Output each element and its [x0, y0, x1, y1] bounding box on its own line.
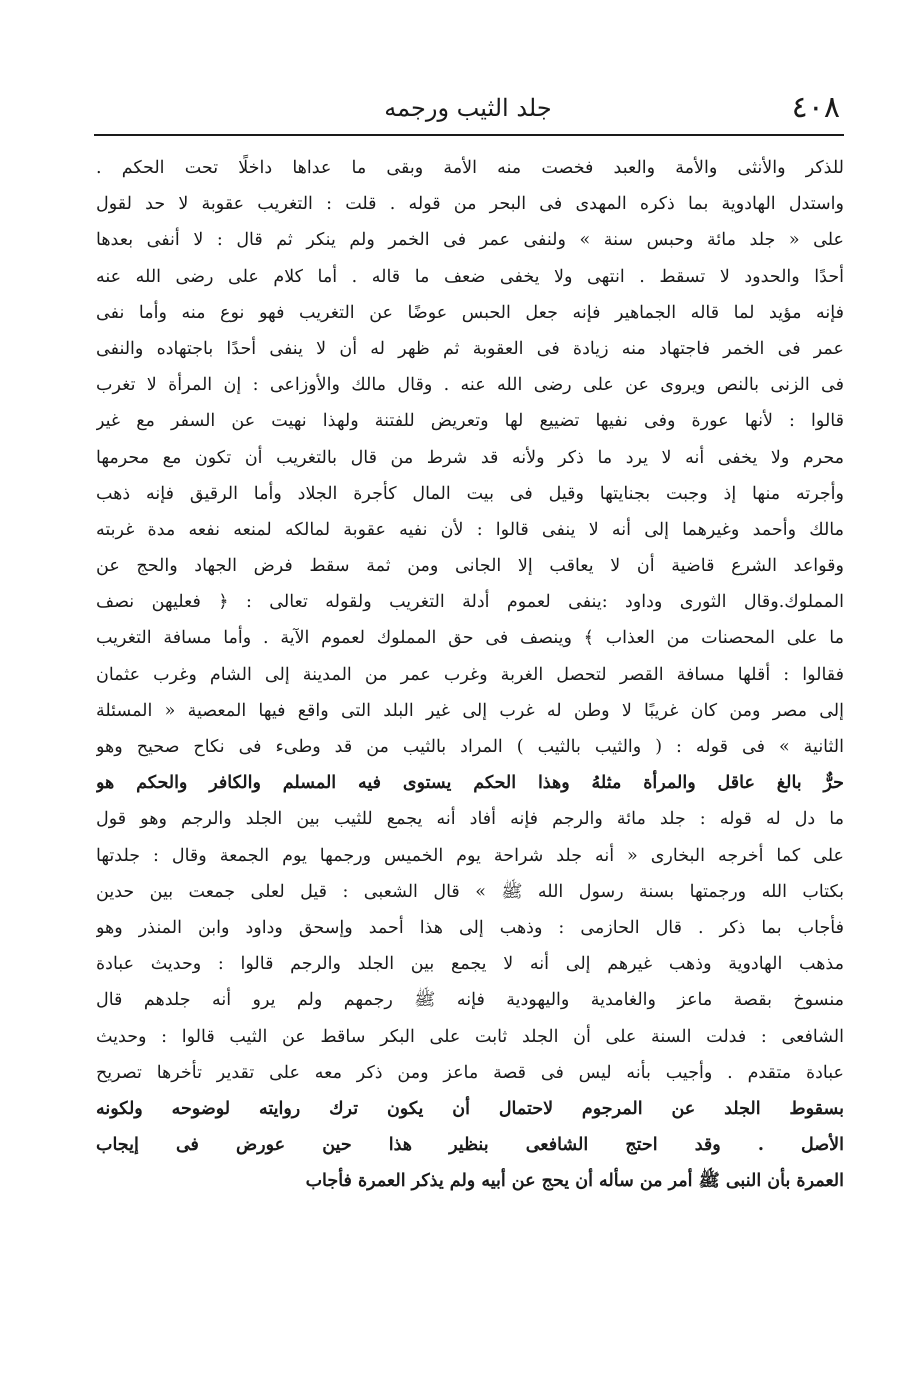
text-line: إلى مصر ومن كان غريبًا لا وطن له غرب إلى غير البلد التى واقع فيها المعصية « المسئلة: [96, 700, 844, 721]
text-line: فإنه مؤيد لما قاله الجماهير فإنه جعل الحبس عوضًا عن التغريب فهو نوع منه وأما نفى: [96, 302, 844, 323]
text-line: الثانية » فى قوله : ( والثيب بالثيب ) المراد بالثيب من قد وطىء فى نكاح صحيح وهو: [96, 737, 844, 757]
text-line: منسوخ بقصة ماعز والغامدية واليهودية فإنه ﷺ رجمهم ولم يرو أنه جلدهم قال: [96, 990, 844, 1011]
text-line: فقالوا : أقلها مسافة القصر لتحصل الغربة وغرب عمر من المدينة إلى الشام وغرب عثمان: [96, 664, 844, 685]
text-line: بسقوط الجلد عن المرجوم لاحتمال أن يكون ترك روايته لوضوحه ولكونه: [96, 1098, 844, 1119]
text-line: للذكر والأنثى والأمة والعبد فخصت منه الأمة وبقى ما عداها داخلًا تحت الحكم .: [96, 158, 844, 178]
page-header: [96, 88, 840, 130]
text-line: الشافعى : فدلت السنة على أن الجلد ثابت على البكر ساقط عن الثيب قالوا : وحديث: [96, 1026, 844, 1047]
text-line: المملوك.وقال الثورى وداود :ينفى لعموم أدلة التغريب ولقوله تعالى : ﴿ فعليهن نصف: [96, 592, 844, 613]
body-text: [96, 150, 844, 1199]
text-line: بكتاب الله ورجمتها بسنة رسول الله ﷺ » قال الشعبى : قيل لعلى جمعت بين حدين: [96, 881, 844, 902]
text-line: قالوا : لأنها عورة وفى نفيها تضييع لها وتعريض للفتنة ولهذا نهيت عن السفر مع غير: [96, 411, 844, 432]
text-line: مالك وأحمد وغيرهما إلى أنه لا ينفى قالوا : لأن نفيه عقوبة لمالكه لمنعه نفعه مدة غربته: [96, 519, 844, 540]
text-line: عمر فى الخمر فاجتهاد منه زيادة فى العقوبة ثم ظهر له أن لا ينفى أحدًا باجتهاده والنفى: [96, 338, 844, 359]
text-line: الأصل . وقد احتج الشافعى بنظير هذا حين عورض فى إيجاب: [96, 1135, 844, 1156]
text-line: العمرة بأن النبى ﷺ أمر من سأله أن يحج عن أبيه ولم يذكر العمرة فأجاب: [305, 1171, 844, 1192]
text-line: عبادة متقدم . وأجيب بأنه ليس فى قصة ماعز ومن ذكر معه على تقدير تأخرها تصريح: [96, 1062, 844, 1083]
text-line: ما على المحصنات من العذاب ﴾ وينصف فى حق المملوك لعموم الآية . وأما مسافة التغريب: [96, 628, 844, 649]
text-line: مذهب الهادوية وذهب غيرهم إلى أنه لا يجمع بين الجلد والرجم قالوا : وحديث عبادة: [96, 954, 844, 975]
text-line: واستدل الهادوية بما ذكره المهدى فى البحر من قوله . قلت : التغريب عقوبة لا حد لقول: [96, 194, 844, 215]
text-line: على كما أخرجه البخارى « أنه جلد شراحة يوم الخميس ورجمها يوم الجمعة وقال : جلدتها: [96, 845, 844, 866]
text-line: حرٌّ بالغ عاقل والمرأة مثلهُ وهذا الحكم يستوى فيه المسلم والكافر والحكم هو: [96, 773, 844, 794]
page-number: ٤٠٨: [791, 90, 840, 125]
text-line: أحدًا والحدود لا تسقط . انتهى ولا يخفى ضعف ما قاله . أما كلام على رضى الله عنه: [96, 266, 844, 287]
text-line: محرم ولا يخفى أنه لا يرد ما ذكر ولأنه قد شرط من قال بالتغريب أن تكون مع محرمها: [96, 447, 844, 468]
header-rule: [94, 134, 844, 136]
text-line: وأجرته منها إذ وجبت بجنايتها وقيل فى بيت المال كأجرة الجلاد وأما الرقيق فإنه ذهب: [96, 483, 844, 504]
running-title: جلد الثيب ورجمه: [384, 94, 552, 122]
text-line: على « جلد مائة وحبس سنة » ولنفى عمر فى الخمر ولم ينكر ثم قال : لا أنفى بعدها: [96, 230, 844, 251]
text-line: فى الزنى بالنص ويروى عن على رضى الله عنه . وقال مالك والأوزاعى : إن المرأة لا تغرب: [96, 375, 844, 396]
text-line: فأجاب بما ذكر . قال الحازمى : وذهب إلى هذا أحمد وإسحق وداود وابن المنذر وهو: [96, 917, 844, 938]
text-line: ما دل له قوله : جلد مائة والرجم فإنه أفاد أنه يجمع للثيب بين الجلد والرجم وهو قول: [96, 809, 844, 830]
text-line: وقواعد الشرع قاضية أن لا يعاقب إلا الجانى ومن ثمة سقط فرض الجهاد والحج عن: [96, 556, 844, 577]
